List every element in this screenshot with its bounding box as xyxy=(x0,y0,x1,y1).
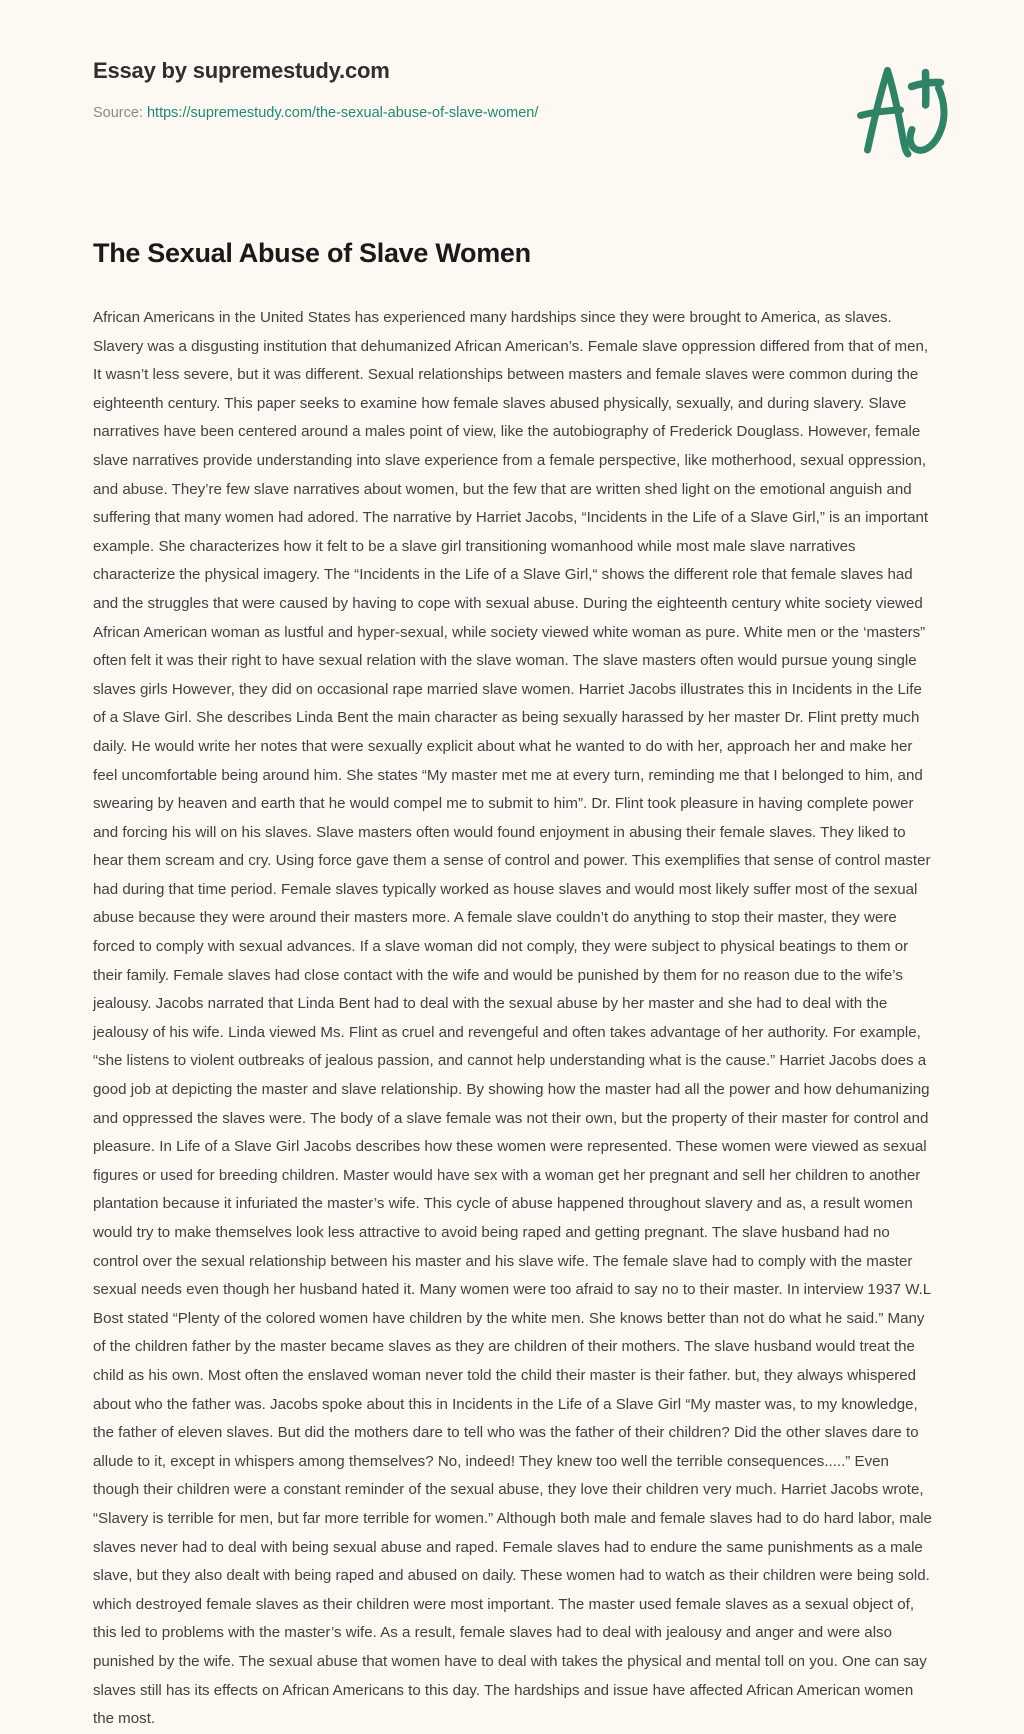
document-header xyxy=(0,0,1024,200)
source-label: Source: xyxy=(93,105,143,121)
source-line xyxy=(93,104,932,122)
article-container xyxy=(93,200,933,1734)
aplus-logo xyxy=(846,58,956,163)
essay-byline: Essay by supremestudy.com xyxy=(93,58,390,83)
aplus-logo-icon xyxy=(846,58,956,163)
article-body-text: African Americans in the United States has experienced many hardships since they were brought to America, as slaves. Slavery was a disgusting institution that dehumanized African American’s. Female slave oppression differed from that of men, It wasn’t less severe, but it was different. Sexual relationships between masters and female slaves were common during the eighteenth century. This paper seeks to examine how female slaves abused physically, sexually, and during slavery. Slave narratives have been centered around a males point of view, like the autobiography of Frederick Douglass. However, female slave narratives provide understanding into slave experience from a female perspective, like motherhood, sexual oppression, and abuse. They’re few slave narratives about women, but the few that are written shed light on the emotional anguish and suffering that many women had adored. The narrative by Harriet Jacobs, “Incidents in the Life of a Slave Girl,” is an important example. She characterizes how it felt to be a slave girl transitioning womanhood while most male slave narratives characterize the physical imagery. The “Incidents in the Life of a Slave Girl,“ shows the different role that female slaves had and the struggles that were caused by having to cope with sexual abuse. During the eighteenth century white society viewed African American woman as lustful and hyper-sexual, while society viewed white woman as pure. White men or the ‘masters” often felt it was their right to have sexual relation with the slave woman. The slave masters often would pursue young single slaves girls However, they did on occasional rape married slave women. Harriet Jacobs illustrates this in Incidents in the Life of a Slave Girl. She describes Linda Bent the main character as being sexually harassed by her master Dr. Flint pretty much daily. He would write her notes that were sexually explicit about what he wanted to do with her, approach her and make her feel uncomfortable being around him. She states “My master met me at every turn, reminding me that I belonged to him, and swearing by heaven and earth that he would compel me to submit to him”. Dr. Flint took pleasure in having complete power and forcing his will on his slaves. Slave masters often would found enjoyment in abusing their female slaves. They liked to hear them scream and cry. Using force gave them a sense of control and power. This exemplifies that sense of control master had during that time period. Female slaves typically worked as house slaves and would most likely suffer most of the sexual abuse because they were around their masters more. A female slave couldn’t do anything to stop their master, they were forced to comply with sexual advances. If a slave woman did not comply, they were subject to physical beatings to them or their family. Female slaves had close contact with the wife and would be punished by them for no reason due to the wife’s jealousy. Jacobs narrated that Linda Bent had to deal with the sexual abuse by her master and she had to deal with the jealousy of his wife. Linda viewed Ms. Flint as cruel and revengeful and often takes advantage of her authority. For example, “she listens to violent outbreaks of jealous passion, and cannot help understanding what is the cause.” Harriet Jacobs does a good job at depicting the master and slave relationship. By showing how the master had all the power and how dehumanizing and oppressed the slaves were. The body of a slave female was not their own, but the property of their master for control and pleasure. In Life of a Slave Girl Jacobs describes how these women were represented. These women were viewed as sexual figures or used for breeding children. Master would have sex with a woman get her pregnant and sell her children to another plantation because it infuriated the master’s wife. This cycle of abuse happened throughout slavery and as, a result women would try to make themselves look less attractive to avoid being raped and getting pregnant. The slave husband had no control over the sexual relationship between his master and his slave wife. The female slave had to comply with the master sexual needs even though her husband hated it. Many women were too afraid to say no to their master. In interview 1937 W.L Bost stated “Plenty of the colored women have children by the white men. She knows better than not do what he said.” Many of the children father by the master became slaves as they are children of their mothers. The slave husband would treat the child as his own. Most often the enslaved woman never told the child their master is their father. but, they always whispered about who the father was. Jacobs spoke about this in Incidents in the Life of a Slave Girl “My master was, to my knowledge, the father of eleven slaves. But did the mothers dare to tell who was the father of their children? Did the other slaves dare to allude to it, except in whispers among themselves? No, indeed! They knew too well the terrible consequences.....” Even though their children were a constant reminder of the sexual abuse, they love their children very much. Harriet Jacobs wrote, “Slavery is terrible for men, but far more terrible for women.” Although both male and female slaves had to do hard labor, male slaves never had to deal with being sexual abuse and raped. Female slaves had to endure the same punishments as a male slave, but they also dealt with being raped and abused on daily. These women had to watch as their children were being sold. which destroyed female slaves as their children were most important. The master used female slaves as a sexual object of, this led to problems with the master’s wife. As a result, female slaves had to deal with jealousy and anger and were also punished by the wife. The sexual abuse that women have to deal with takes the physical and mental toll on you. One can say slaves still has its effects on African Americans to this day. The hardships and issue have affected African American women the most. xyxy=(93,309,932,1728)
source-url-link[interactable]: https://supremestudy.com/the-sexual-abuse-of-slave-women/ xyxy=(146,105,539,121)
header-left-block xyxy=(93,58,932,122)
page-title: The Sexual Abuse of Slave Women xyxy=(93,238,531,268)
